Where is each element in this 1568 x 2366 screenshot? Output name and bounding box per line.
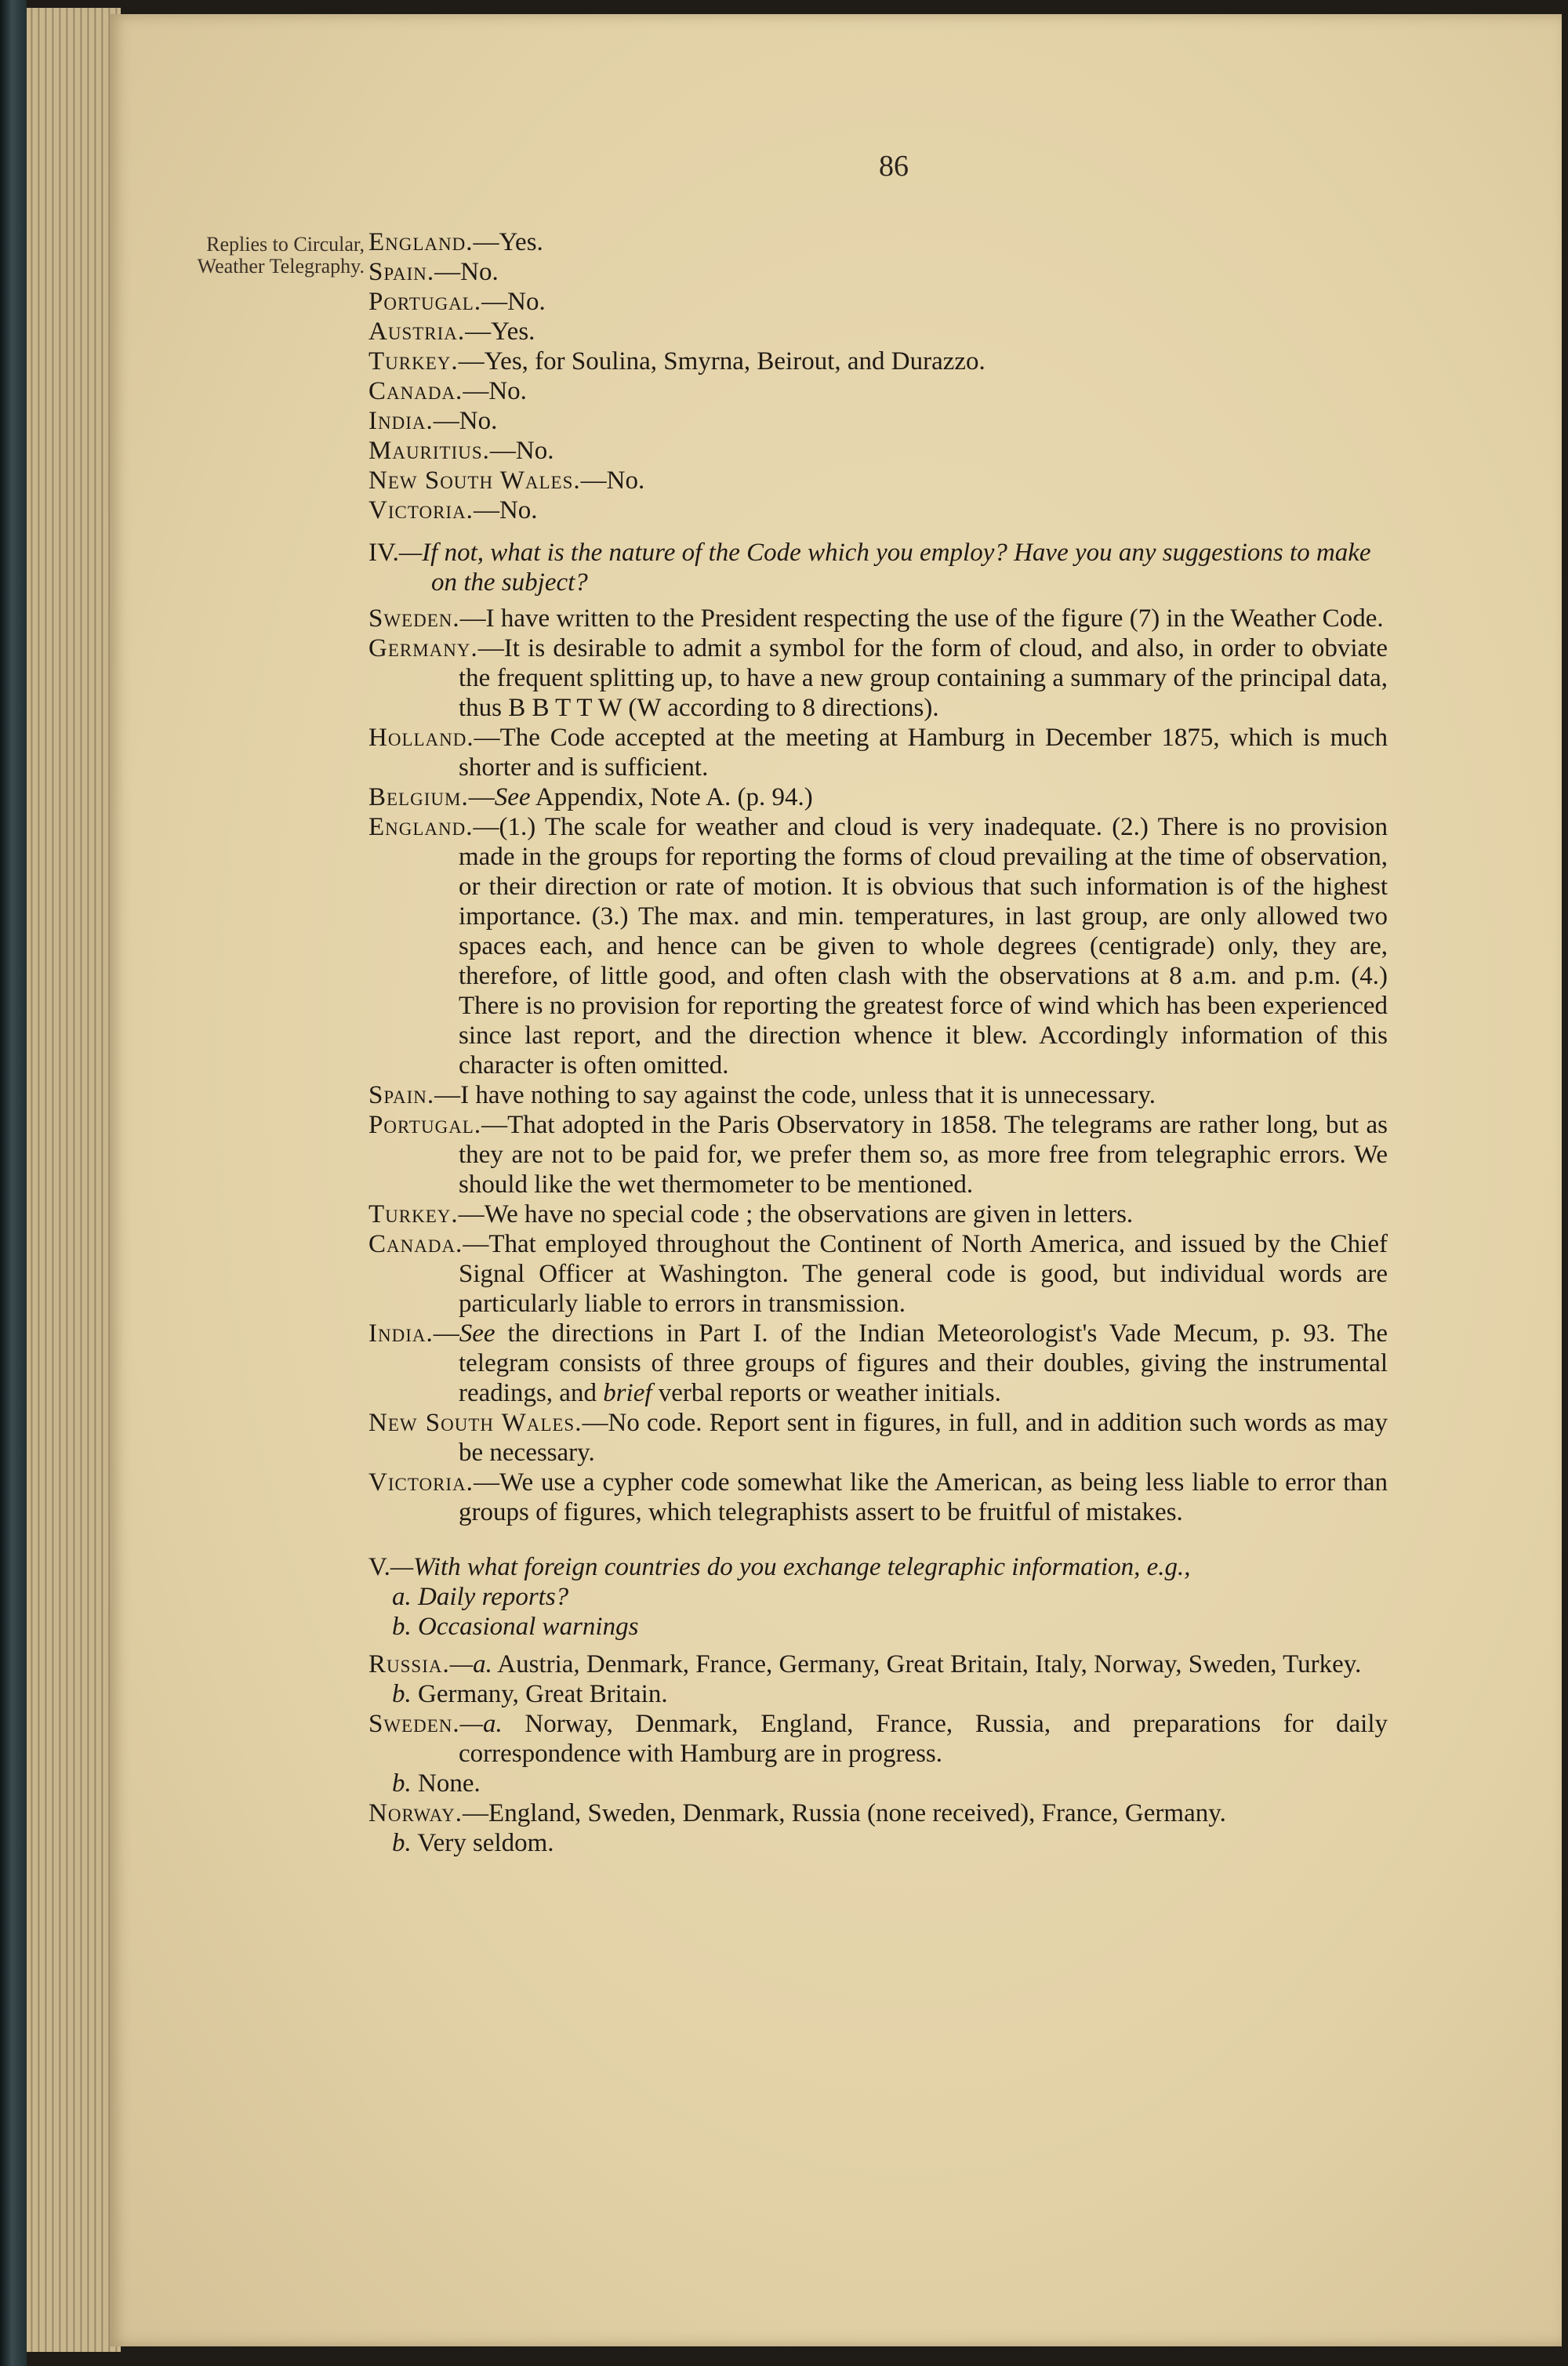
question-5: V.—With what foreign countries do you exchange telegraphic information, e.g., bbox=[368, 1553, 1191, 1581]
answer-spain: Spain.—I have nothing to say against the code, unless that it is unnecessary. bbox=[368, 1081, 1156, 1109]
answer-canada: Canada.—That employed throughout the Continent of North America, and issued by the Chief Signal Officer at Washington. The general code is good, but individual words are particularly liable to errors in transmission. bbox=[368, 1230, 1388, 1318]
answer-mauritius: Mauritius.—No. bbox=[368, 437, 554, 465]
answer-turkey: Turkey.—We have no special code ; the observations are given in letters. bbox=[368, 1200, 1134, 1228]
book-spine bbox=[0, 0, 27, 2366]
answer-portugal: Portugal.—No. bbox=[368, 288, 546, 316]
answer-england: England.—Yes. bbox=[368, 228, 543, 256]
answer-portugal: Portugal.—That adopted in the Paris Observatory in 1858. The telegrams are rather long, but as they are not to be paid for, we prefer them so, as more free from telegraphic errors. We should like the wet thermometer to be mentioned. bbox=[368, 1111, 1388, 1199]
answer-new-south-wales: New South Wales.—No. bbox=[368, 466, 645, 495]
answer-canada: Canada.—No. bbox=[368, 377, 527, 405]
section-3-answers bbox=[368, 227, 1388, 525]
question-4: IV.—If not, what is the nature of the Code which you employ? Have you any suggestions to make on the subject? bbox=[368, 539, 1371, 597]
answer-new-south-wales: New South Wales.—No code. Report sent in figures, in full, and in addition such words as may be necessary. bbox=[368, 1409, 1388, 1467]
answer-england: England.—(1.) The scale for weather and cloud is very inadequate. (2.) There is no provision made in the groups for reporting the forms of cloud prevailing at the time of observation, or their direction or rate of motion. It is obvious that such information is of the highest importance. (3.) The max. and min. temperatures, in last group, are only allowed two spaces each, and hence can be given to whole degrees (centigrade) only, they are, therefore, of little good, and often clash with the observations at 8 a.m. and p.m. (4.) There is no provision for reporting the greatest force of wind which has been experienced since last report, and the direction whence it blew. Accordingly information of this character is often omitted. bbox=[368, 813, 1388, 1080]
answer-turkey: Turkey.—Yes, for Soulina, Smyrna, Beirout, and Durazzo. bbox=[368, 347, 985, 376]
answer-norway: Norway.—England, Sweden, Denmark, Russia (none received), France, Germany. bbox=[368, 1799, 1226, 1827]
answer-austria: Austria.—Yes. bbox=[368, 318, 535, 346]
margin-note: Replies to Circular, Weather Telegraphy. bbox=[197, 233, 365, 278]
answer-russia: Russia.—a. Austria, Denmark, France, Germany, Great Britain, Italy, Norway, Sweden, Turkey. bbox=[368, 1650, 1362, 1678]
answer-spain: Spain.—No. bbox=[368, 258, 499, 286]
page-edges bbox=[27, 8, 121, 2352]
answer-sweden: Sweden.—I have written to the President respecting the use of the figure (7) in the Weather Code. bbox=[368, 604, 1384, 633]
section-4-answers bbox=[368, 604, 1388, 1527]
body-text bbox=[368, 227, 1388, 1858]
answer-india: India.—See the directions in Part I. of the Indian Meteorologist's Vade Mecum, p. 93. The telegram consists of three groups of figures and their doubles, giving the instrumental readings, and brief verbal reports or weather initials. bbox=[368, 1319, 1388, 1407]
answer-germany: Germany.—It is desirable to admit a symbol for the form of cloud, and also, in order to obviate the frequent splitting up, to have a new group containing a summary of the principal data, thus B B T T W (W according to 8 directions). bbox=[368, 634, 1388, 722]
answer-victoria: Victoria.—No. bbox=[368, 496, 538, 524]
question-5-part-a: a. Daily reports? bbox=[392, 1583, 569, 1611]
section-5-answers bbox=[368, 1649, 1388, 1858]
answer-norway-b: b. Very seldom. bbox=[392, 1829, 554, 1857]
question-5-part-b: b. Occasional warnings bbox=[392, 1613, 639, 1641]
answer-victoria: Victoria.—We use a cypher code somewhat like the American, as being less liable to error than groups of figures, which telegraphists assert to be fruitful of mistakes. bbox=[368, 1468, 1388, 1526]
answer-sweden-5-b: b. None. bbox=[392, 1769, 481, 1798]
answer-india: India.—No. bbox=[368, 407, 498, 435]
answer-russia-b: b. Germany, Great Britain. bbox=[392, 1680, 668, 1708]
answer-holland: Holland.—The Code accepted at the meeting at Hamburg in December 1875, which is much shorter and is sufficient. bbox=[368, 724, 1388, 782]
answer-sweden-5: Sweden.—a. Norway, Denmark, England, France, Russia, and preparations for daily correspondence with Hamburg are in progress. bbox=[368, 1710, 1388, 1768]
page-number: 86 bbox=[879, 150, 909, 183]
answer-belgium: Belgium.—See Appendix, Note A. (p. 94.) bbox=[368, 783, 813, 811]
